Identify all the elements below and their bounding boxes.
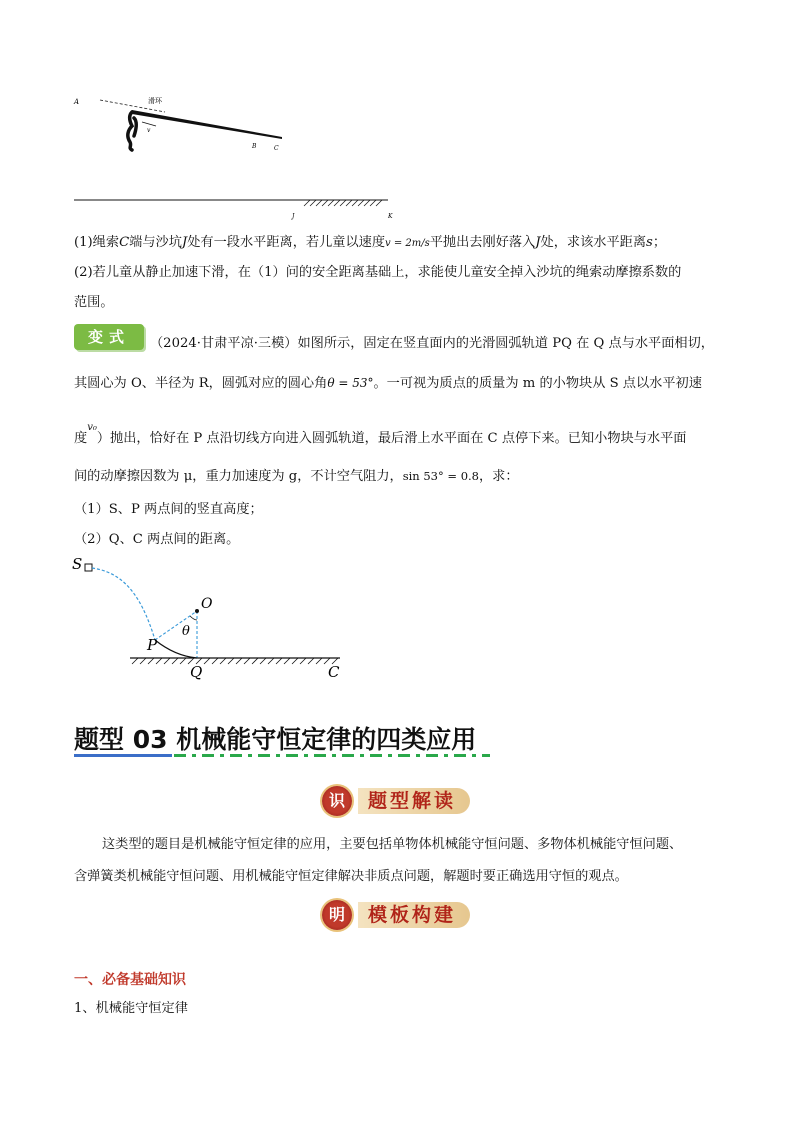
variant-sub1: （1）S、P 两点间的竖直高度； xyxy=(74,502,263,517)
label-S: S xyxy=(72,555,83,573)
label-huanhuan: 滑环 xyxy=(148,97,162,105)
label-C2: C xyxy=(328,663,340,680)
velocity-arrow xyxy=(142,122,156,126)
question-1: (1)绳索C端与沙坑J处有一段水平距离，若儿童以速度v = 2m/s平抛出去刚好落入J处，求该水平距离s； xyxy=(74,235,667,250)
section-title: 一、必备基础知识 xyxy=(74,972,186,988)
label-Q: Q xyxy=(190,663,203,680)
banner-topic-interpretation xyxy=(322,784,470,818)
variant-line2: 其圆心为 O、半径为 R，圆弧对应的圆心角θ = 53°。一可视为质点的质量为 m 的小物块从 S 点以水平初速 xyxy=(74,376,702,391)
arc-track-figure xyxy=(70,550,350,680)
item-1: 1、机械能守恒定律 xyxy=(74,1001,188,1016)
label-O: O xyxy=(201,596,213,612)
label-v: v xyxy=(147,127,151,134)
label-B: B xyxy=(252,143,257,150)
variant-sub2: （2）Q、C 两点间的距离。 xyxy=(74,532,240,547)
projectile-path xyxy=(92,568,155,640)
variant-line3: 度$^{v_0}$）抛出，恰好在 P 点沿切线方向进入圆弧轨道，最后滑上水平面在 C 点停下来。已知小物块与水平面 xyxy=(74,422,687,446)
label-K: K xyxy=(388,213,393,220)
banner-text: 模板构建 xyxy=(358,902,470,928)
label-J: J xyxy=(292,213,295,220)
arc-PQ xyxy=(155,640,197,658)
ground-hatch xyxy=(132,658,338,664)
question-2-line1: (2)若儿童从静止加速下滑，在（1）问的安全距离基础上，求能使儿童安全掉入沙坑的绳索动摩擦系数的 xyxy=(74,265,682,280)
rope-track xyxy=(132,110,282,139)
seal-icon: 识 xyxy=(322,786,352,816)
angle-arc xyxy=(190,616,197,620)
radius-OP xyxy=(155,611,197,640)
heading-underline-blue xyxy=(74,754,172,757)
banner-template-build xyxy=(322,898,470,932)
sand-pit-hatch xyxy=(304,200,382,206)
block xyxy=(85,564,92,571)
banner-text: 题型解读 xyxy=(358,788,470,814)
topic-heading: 题型 03 机械能守恒定律的四类应用 xyxy=(74,725,477,754)
child-figure xyxy=(128,112,136,150)
intro-line2: 含弹簧类机械能守恒问题、用机械能守恒定律解决非质点问题，解题时要正确选用守恒的观点。 xyxy=(74,869,628,884)
question-2-line2: 范围。 xyxy=(74,295,114,310)
center-O xyxy=(195,609,199,613)
label-theta: θ xyxy=(182,624,190,639)
variant-line1: （2024·甘肃平凉·三模）如图所示，固定在竖直面内的光滑圆弧轨道 PQ 在 Q 点与水平面相切， xyxy=(150,336,714,351)
label-C: C xyxy=(274,145,279,152)
variant-badge: 变式 xyxy=(74,324,144,350)
rope-slide-figure xyxy=(70,90,410,225)
label-A: A xyxy=(74,98,80,106)
heading-underline-dashed xyxy=(174,754,490,757)
variant-line4: 间的动摩擦因数为 μ，重力加速度为 g，不计空气阻力，sin 53° = 0.8，求： xyxy=(74,469,519,484)
seal-icon: 明 xyxy=(322,900,352,930)
label-P: P xyxy=(147,636,158,654)
intro-line1: 这类型的题目是机械能守恒定律的应用，主要包括单物体机械能守恒问题、多物体机械能守恒问题、 xyxy=(102,837,683,852)
